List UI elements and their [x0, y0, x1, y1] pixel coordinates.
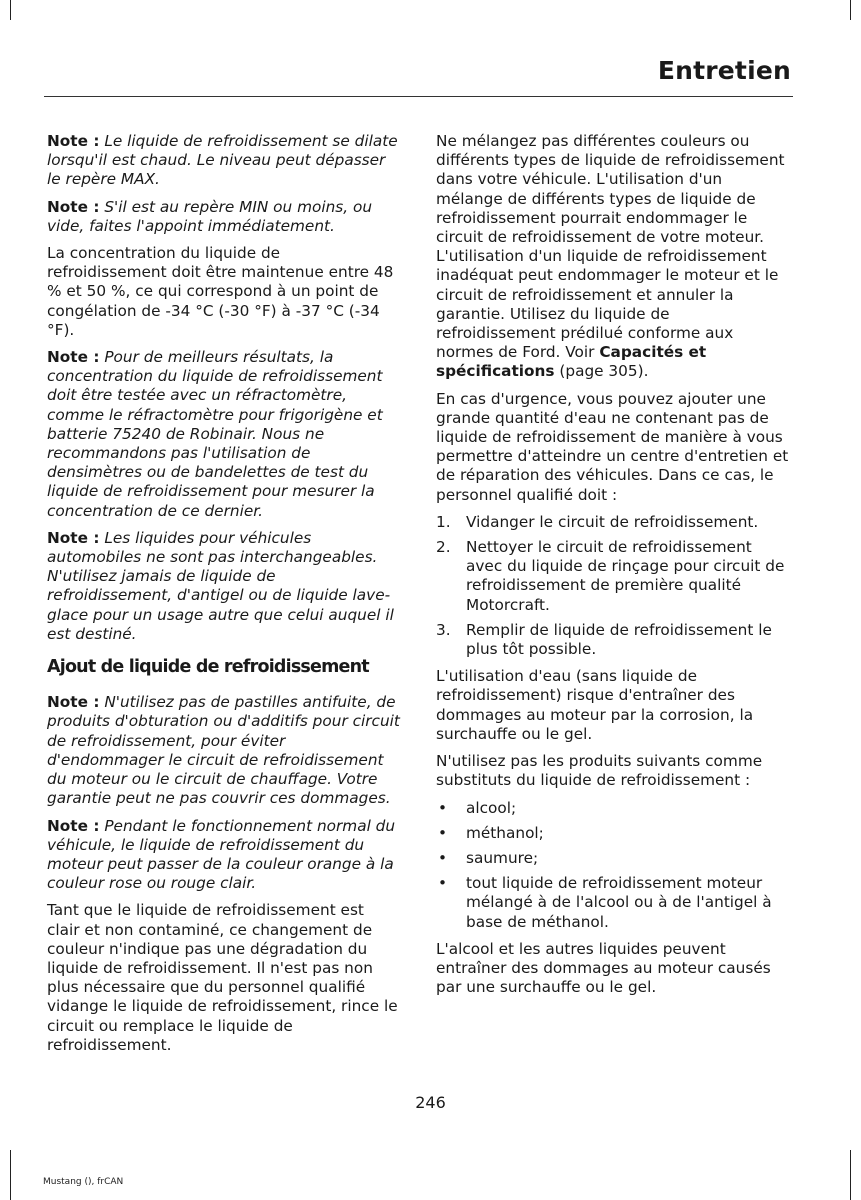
emergency-paragraph: En cas d'urgence, vous pouvez ajouter une grande quantité d'eau ne contenant pas de liquide de refroidissement de manière à vous permettre d'atteindre un centre d'entretien et de réparation des véhicules. Dans ce cas, le personnel qualifié doit :: [436, 389, 789, 504]
note-text: Pour de meilleurs résultats, la concentration du liquide de refroidissement doit être testée avec un réfractomètre, comme le réfractomètre pour frigorigène et batterie 75240 de Robinair. Nous ne recommandons pas l'utilisation de densimètres ou de bandelettes de test du liquide de refroidissement pour mesurer la concentration de ce dernier.: [47, 348, 383, 520]
bullet-text: méthanol;: [466, 823, 544, 842]
note-refractometer: [47, 348, 401, 521]
note-fluids: [47, 529, 401, 644]
water-paragraph: L'utilisation d'eau (sans liquide de refroidissement) risque d'entraîner des dommages au moteur par la corrosion, la surchauffe ou le gel.: [436, 667, 754, 743]
page-reference: (page 305).: [554, 362, 649, 381]
section-heading: Ajout de liquide de refroidissement: [47, 657, 369, 678]
list-item: [436, 513, 790, 532]
alcohol-paragraph: L'alcool et les autres liquides peuvent entraîner des dommages au moteur causés par une surchauffe ou le gel.: [436, 939, 771, 997]
note-text: Pendant le fonctionnement normal du véhicule, le liquide de refroidissement du moteur peut passer de la couleur orange à la couleur rose ou rouge clair.: [47, 816, 396, 893]
note-text: S'il est au repère MIN ou moins, ou vide, faites l'appoint immédiatement.: [47, 197, 373, 235]
note-text: Le liquide de refroidissement se dilate lorsqu'il est chaud. Le niveau peut dépasser le repère MAX.: [47, 132, 398, 189]
step-text: Nettoyer le circuit de refroidissement avec du liquide de rinçage pour circuit de refroidissement de première qualité Motorcraft.: [466, 538, 785, 614]
bullet-icon: •: [438, 874, 448, 893]
note-label: Note :: [47, 197, 100, 216]
step-number: 2.: [436, 538, 451, 557]
step-text: Remplir de liquide de refroidissement le plus tôt possible.: [466, 620, 772, 659]
crop-mark-bottom-right: [850, 1150, 851, 1200]
cross-reference-link[interactable]: Capacités et spécifications: [436, 343, 707, 381]
note-color-change: [47, 817, 401, 894]
steps-list: [436, 513, 790, 659]
step-number: 3.: [436, 620, 451, 639]
list-item: [436, 799, 790, 818]
list-item: [436, 538, 790, 615]
crop-mark-top-right: [850, 0, 851, 20]
mixing-paragraph: [436, 132, 790, 382]
note-label: Note :: [47, 693, 100, 712]
note-expansion: [47, 132, 401, 190]
note-text: Les liquides pour véhicules automobiles ne sont pas interchangeables. N'utilisez jamais de liquide de refroidissement, d'antigel ou de liquide lave-glace pour un usage autre que celui auquel il est destiné.: [47, 528, 394, 643]
note-label: Note :: [47, 816, 100, 835]
bullet-text: saumure;: [466, 848, 539, 867]
note-additives: [47, 693, 401, 808]
note-label: Note :: [47, 348, 100, 367]
bullet-icon: •: [438, 823, 448, 842]
footer-model: Mustang (), frCAN: [43, 1177, 124, 1187]
color-change-paragraph: Tant que le liquide de refroidissement est clair et non contaminé, ce changement de couleur n'indique pas une dégradation du liquide de refroidissement. Il n'est pas non plus nécessaire que du personnel qualifié vidange le liquide de refroidissement, rince le circuit ou remplace le liquide de refroidissement.: [47, 901, 398, 1054]
mixing-text: Ne mélangez pas différentes couleurs ou différents types de liquide de refroidissement dans votre véhicule. L'utilisation d'un mélange de différents types de liquide de refroidissement pourrait endommager le circuit de refroidissement de votre moteur. L'utilisation d'un liquide de refroidissement inadéquat peut endommager le moteur et le circuit de refroidissement et annuler la garantie. Utilisez du liquide de refroidissement prédilué conforme aux normes de Ford. Voir: [436, 132, 785, 362]
header-divider: [44, 96, 793, 97]
substitutes-paragraph: N'utilisez pas les produits suivants comme substituts du liquide de refroidissement :: [436, 752, 763, 790]
page-number: 246: [415, 1093, 446, 1112]
list-item: [436, 849, 790, 868]
substitutes-list: [436, 799, 790, 932]
list-item: [436, 874, 790, 932]
note-min-level: [47, 198, 401, 236]
bullet-text: tout liquide de refroidissement moteur mélangé à de l'alcool ou à de l'antigel à base de méthanol.: [466, 874, 772, 931]
note-label: Note :: [47, 528, 100, 547]
bullet-icon: •: [438, 848, 448, 867]
concentration-paragraph: La concentration du liquide de refroidissement doit être maintenue entre 48 % et 50 %, ce qui correspond à un point de congélation de -34 °C (-30 °F) à -37 °C (-34 °F).: [47, 244, 394, 339]
list-item: [436, 621, 790, 659]
note-text: N'utilisez pas de pastilles antifuite, de produits d'obturation ou d'additifs pour circuit de refroidissement, pour éviter d'endommager le circuit de refroidissement du moteur ou le circuit de chauffage. Votre garantie peut ne pas couvrir ces dommages.: [47, 693, 400, 808]
step-text: Vidanger le circuit de refroidissement.: [466, 512, 759, 531]
page-title: Entretien: [657, 56, 791, 85]
crop-mark-top-left: [10, 0, 11, 20]
left-column: [47, 132, 401, 1063]
list-item: [436, 824, 790, 843]
right-column: [436, 132, 790, 1005]
bullet-text: alcool;: [466, 798, 517, 817]
crop-mark-bottom-left: [10, 1150, 11, 1200]
step-number: 1.: [436, 512, 451, 531]
bullet-icon: •: [438, 798, 448, 817]
note-label: Note :: [47, 132, 100, 150]
